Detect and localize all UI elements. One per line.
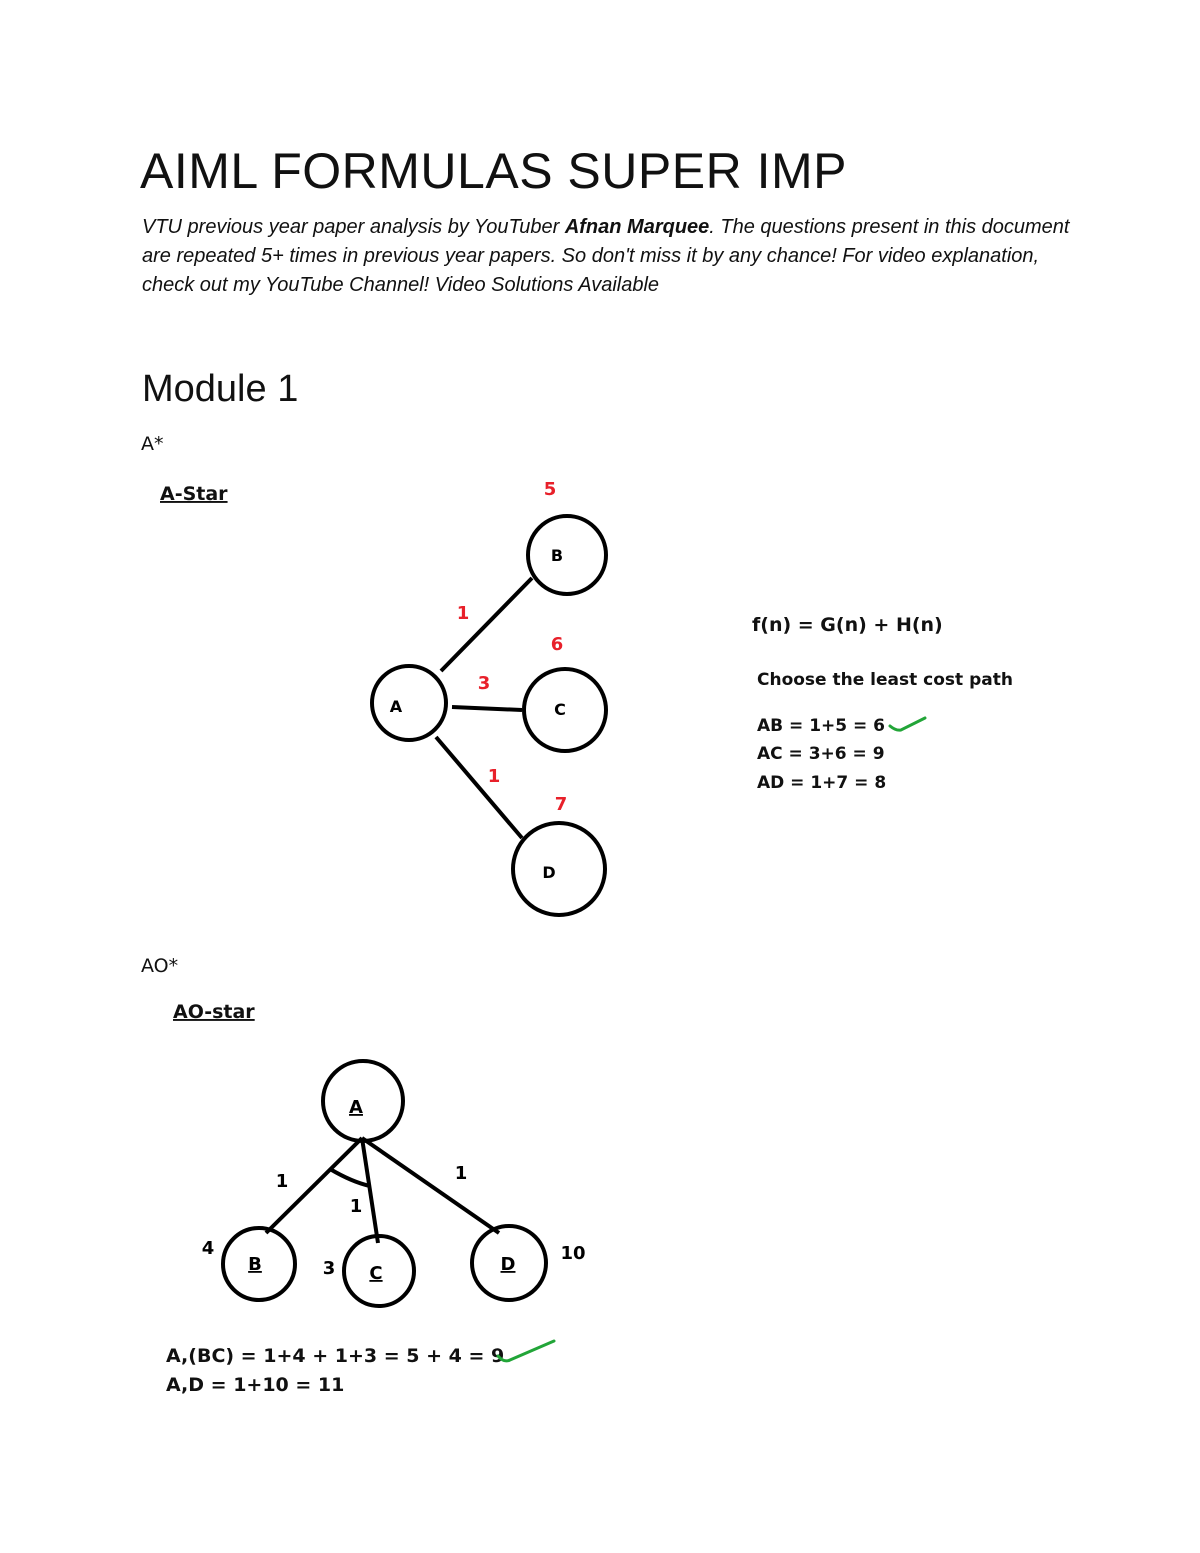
ao-edge-a-d bbox=[362, 1138, 499, 1233]
aostar-result-d: A,D = 1+10 = 11 bbox=[166, 1374, 345, 1396]
intro-text-start: VTU previous year paper analysis by YouTuber bbox=[142, 216, 565, 238]
and-arc bbox=[330, 1169, 370, 1186]
node-c-label: C bbox=[554, 700, 566, 719]
checkmark-icon bbox=[498, 1341, 554, 1361]
ao-edge-cost-ac: 1 bbox=[349, 1196, 363, 1217]
ao-node-a-label: A bbox=[349, 1097, 363, 1118]
edge-cost-ac: 3 bbox=[477, 673, 491, 694]
node-b-label: B bbox=[550, 546, 564, 565]
astar-path-ad: AD = 1+7 = 8 bbox=[757, 773, 887, 793]
heuristic-d: 7 bbox=[554, 794, 568, 815]
node-a-label: A bbox=[389, 697, 403, 716]
ao-node-c-label: C bbox=[369, 1263, 383, 1284]
aostar-diagram-title: AO-star bbox=[173, 1001, 255, 1023]
ao-heuristic-b: 4 bbox=[201, 1238, 215, 1259]
ao-heuristic-d: 10 bbox=[560, 1243, 586, 1264]
ao-edge-cost-ab: 1 bbox=[275, 1171, 289, 1192]
ao-heuristic-c: 3 bbox=[322, 1258, 336, 1279]
astar-path-ab: AB = 1+5 = 6 bbox=[757, 716, 886, 736]
edge-cost-ab: 1 bbox=[456, 603, 470, 624]
intro-text-end: . The questions present in this document are repeated 5+ times in previous year papers. So don't miss it by any chance! For video explanation, check out my YouTube Channel! Video Solutions Available bbox=[142, 216, 1070, 296]
ao-node-b-label: B bbox=[248, 1254, 262, 1275]
heuristic-c: 6 bbox=[550, 634, 564, 655]
astar-formula: f(n) = G(n) + H(n) bbox=[752, 614, 943, 636]
ao-node-d-label: D bbox=[500, 1254, 516, 1275]
author-name: Afnan Marquee bbox=[564, 216, 710, 238]
ao-edge-a-c bbox=[362, 1138, 378, 1243]
ao-node-a bbox=[323, 1061, 403, 1141]
astar-diagram-title: A-Star bbox=[160, 483, 228, 505]
heuristic-b: 5 bbox=[543, 479, 557, 500]
module-heading: Module 1 bbox=[142, 368, 299, 410]
astar-section-label: A* bbox=[141, 433, 164, 455]
ao-edge-cost-ad: 1 bbox=[454, 1163, 468, 1184]
node-d-label: D bbox=[542, 863, 556, 882]
astar-path-ac: AC = 3+6 = 9 bbox=[757, 744, 885, 764]
astar-instruction: Choose the least cost path bbox=[757, 670, 1013, 690]
aostar-section-label: AO* bbox=[141, 955, 179, 977]
edge-cost-ad: 1 bbox=[487, 766, 501, 787]
page-title: AIML FORMULAS SUPER IMP bbox=[140, 143, 847, 199]
aostar-result-bc: A,(BC) = 1+4 + 1+3 = 5 + 4 = 9 bbox=[166, 1345, 505, 1367]
